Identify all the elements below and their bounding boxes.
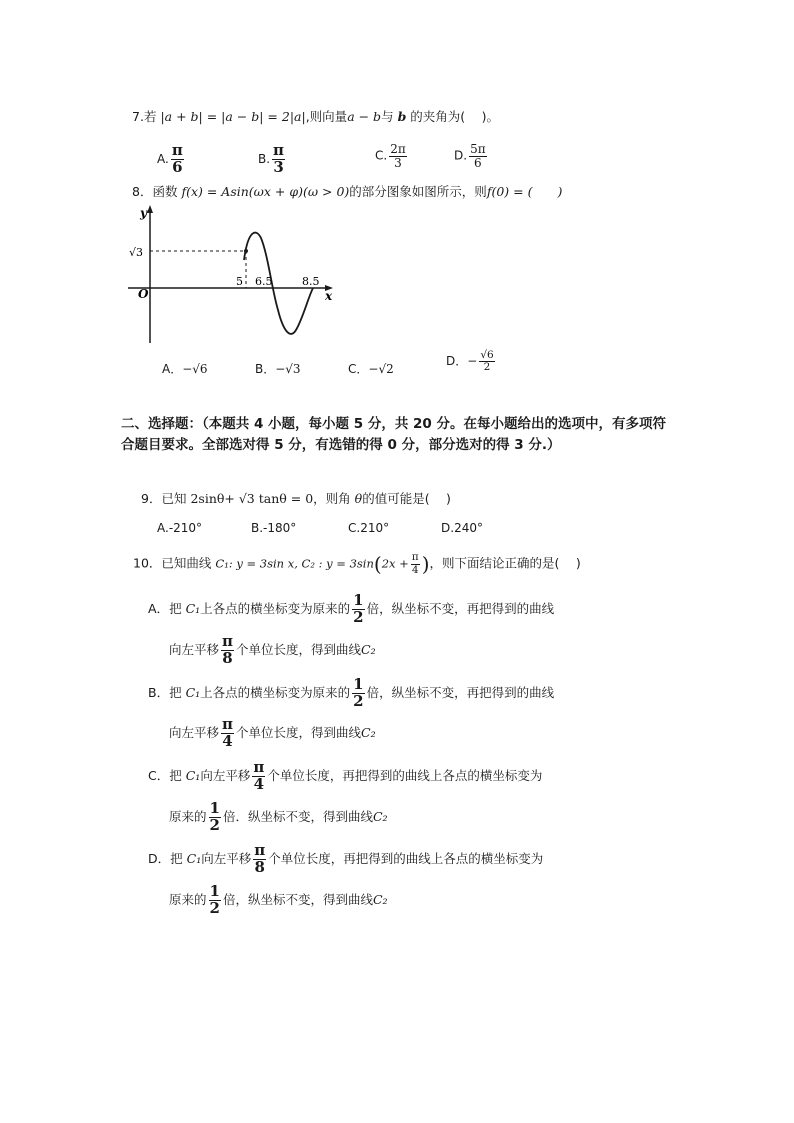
q7-option-b[interactable]: B. $\frac{\pi}{3}$	[258, 141, 285, 176]
y-tick-label: √3	[129, 246, 144, 259]
fraction: $\frac{\pi}{4}$	[253, 758, 265, 793]
q8-stem: 8．函数 f(x) = Asin(ωx + φ)(ω > 0)的部分图象如图所示，则f(0) = ( )	[132, 184, 563, 199]
q9-option-b[interactable]: B.-180°	[251, 521, 297, 535]
q10-option-b-line1[interactable]: B．把 C₁上各点的横坐标变为原来的 $\frac{1}{2}$ 倍，纵坐标不变，再把得到的曲线	[148, 675, 555, 710]
fraction: $\frac{1}{2}$	[353, 675, 364, 710]
q9-number: 9．	[141, 491, 162, 506]
sine-graph	[120, 200, 340, 346]
section-heading-line2: 合题目要求。全部选对得 5 分，有选错的得 0 分，部分选对的得 3 分.）	[121, 437, 561, 453]
q7-stem: 7.若 |a + b| = |a − b| = 2|a|,则向量a − b与 b 的夹角为( )。	[132, 109, 500, 124]
x-axis-label: x	[325, 289, 333, 303]
fraction: $\frac{\pi}{8}$	[254, 841, 266, 876]
fraction: $\frac{1}{2}$	[353, 591, 364, 626]
x-tick-6-5: 6.5	[255, 275, 273, 288]
q10-option-c-line1[interactable]: C．把 C₁向左平移 $\frac{\pi}{4}$ 个单位长度，再把得到的曲线上各点的横坐标变为	[148, 758, 543, 793]
fraction: $\frac{\pi}{3}$	[273, 141, 285, 176]
fraction: $\frac{1}{2}$	[209, 799, 220, 834]
q7-option-d[interactable]: D. $\frac{5\pi}{6}$	[454, 142, 486, 170]
q7-option-c[interactable]: C. $\frac{2\pi}{3}$	[375, 142, 406, 170]
fraction: $\frac{\pi}{4}$	[411, 551, 419, 576]
q9-option-a[interactable]: A.-210°	[157, 521, 203, 535]
q10-option-d-line1[interactable]: D．把 C₁向左平移 $\frac{\pi}{8}$ 个单位长度，再把得到的曲线上各点的横坐标变为	[148, 841, 544, 876]
q8-option-a[interactable]: A．−√6	[162, 362, 208, 376]
q10-curves: C₁: y = 3sin x, C₂ : y = 3sin	[215, 556, 374, 571]
y-axis-arrow	[147, 205, 153, 213]
origin-label: O	[138, 287, 149, 301]
q8-option-c[interactable]: C．−√2	[348, 362, 394, 376]
x-tick-8-5: 8.5	[302, 275, 320, 288]
q10-option-a-line1[interactable]: A．把 C₁上各点的横坐标变为原来的 $\frac{1}{2}$ 倍，纵坐标不变，再把得到的曲线	[148, 591, 555, 626]
section-heading-line1: 二、选择题：（本题共 4 小题，每小题 5 分，共 20 分。在每小题给出的选项中，有多项符	[121, 416, 667, 432]
fraction: $\frac{5\pi}{6}$	[470, 142, 486, 170]
y-axis-label: y	[140, 206, 147, 220]
q10-stem: 10．已知曲线 C₁: y = 3sin x, C₂ : y = 3sin(2x + $\frac{\pi}{4}$ )，则下面结论正确的是( )	[133, 551, 581, 576]
q9-option-c[interactable]: C.210°	[348, 521, 390, 535]
q10-option-b-line2: 向左平移 $\frac{\pi}{4}$ 个单位长度，得到曲线C₂	[169, 715, 376, 750]
fraction: $\frac{\pi}{8}$	[222, 632, 233, 667]
q7-condition: |a + b| = |a − b| = 2|a|	[160, 109, 306, 124]
q10-option-a-line2: 向左平移 $\frac{\pi}{8}$ 个单位长度，得到曲线C₂	[169, 632, 376, 667]
q9-option-d[interactable]: D.240°	[441, 521, 483, 535]
q7-option-a[interactable]: A. $\frac{\pi}{6}$	[157, 141, 183, 176]
fraction: $\frac{1}{2}$	[209, 882, 220, 917]
fraction: $\frac{2\pi}{3}$	[390, 142, 406, 170]
q10-option-c-line2: 原来的 $\frac{1}{2}$ 倍．纵坐标不变，得到曲线C₂	[169, 799, 388, 834]
fraction: $\frac{√6}{2}$	[480, 349, 494, 374]
q10-number: 10．	[133, 555, 162, 571]
q8-function: f(x) = Asin(ωx + φ)(ω > 0)	[181, 184, 350, 199]
q9-stem: 9．已知 2sinθ+ √3 tanθ = 0，则角 θ的值可能是( )	[141, 491, 451, 506]
q8-option-b[interactable]: B．−√3	[255, 362, 301, 376]
q8-number: 8．	[132, 184, 153, 199]
q7-number: 7.	[132, 109, 144, 124]
fraction: $\frac{\pi}{6}$	[171, 141, 183, 176]
q10-option-d-line2: 原来的 $\frac{1}{2}$ 倍，纵坐标不变，得到曲线C₂	[169, 882, 388, 917]
x-tick-5: 5	[236, 275, 243, 288]
q9-expression: 2sinθ+ √3 tanθ = 0	[190, 491, 314, 506]
fraction: $\frac{\pi}{4}$	[222, 715, 233, 750]
q8-option-d[interactable]: D．− $\frac{√6}{2}$	[446, 349, 494, 374]
